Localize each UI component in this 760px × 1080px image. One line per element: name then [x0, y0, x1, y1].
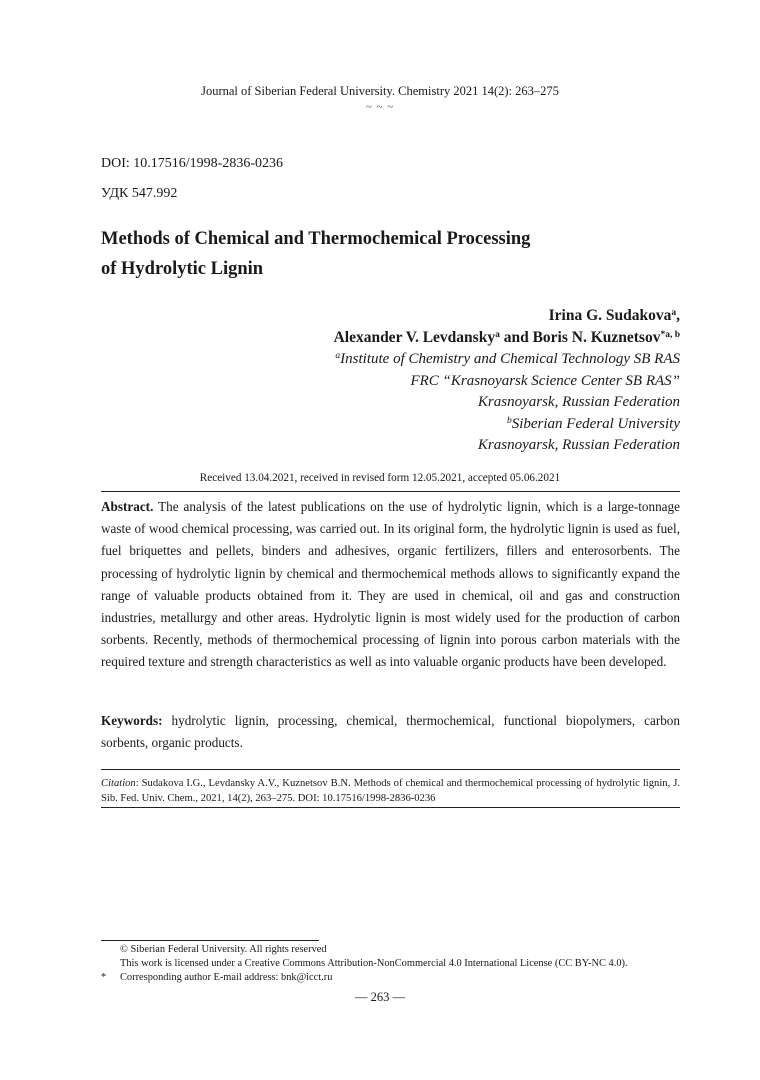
license-text: This work is licensed under a Creative Commons Attribution-NonCommercial 4.0 International License (CC BY-NC 4.0).: [120, 958, 628, 969]
author-separator: ,: [676, 307, 680, 324]
author-separator: and: [499, 329, 533, 346]
author-kuznetsov: Boris N. Kuznetsov: [532, 329, 661, 346]
author-kuznetsov-affil: *a, b: [660, 330, 680, 340]
asterisk-mark: *: [101, 972, 107, 983]
footnote-rule: [101, 940, 319, 941]
header-ornament: ~ ~ ~: [365, 101, 395, 113]
title-line-1: Methods of Chemical and Thermochemical Processing: [101, 229, 531, 249]
affiliation-b-mark: b: [506, 415, 512, 426]
author-sudakova-affil: a: [671, 308, 677, 318]
abstract-text: The analysis of the latest publications on the use of hydrolytic lignin, which is a large-tonnage waste of wood chemical processing, was carried out. In its original form, the hydrolytic lignin is used as fuel, fuel briquettes and pellets, binders and adhesives, organic fertilizers, fillers and enterosorbents. The processing of hydrolytic lignin by chemical and thermochemical methods allows to significantly expand the range of valuable products obtained from it. They are used in chemical, oil and gas and construction industries, metallurgy and other areas. Hydrolytic lignin is most widely used for the production of carbon sorbents. Recently, methods of thermochemical processing of lignin into porous carbon materials with the required texture and strength characteristics as well as into valuable organic products have been developed.: [101, 499, 680, 670]
abstract-top-rule: [101, 491, 680, 492]
page-number: — 263 —: [355, 990, 405, 1004]
citation-text: : Sudakova I.G., Levdansky A.V., Kuznetsov B.N. Methods of chemical and thermochemical processing of hydrolytic lignin, J. Sib. Fed. Univ. Chem., 2021, 14(2), 263–275. DOI: 10.17516/1998-2836-0236: [101, 778, 680, 804]
keywords-label: Keywords:: [101, 713, 163, 728]
author-sudakova: Irina G. Sudakova: [548, 307, 672, 324]
copyright-text: © Siberian Federal University. All rights reserved: [120, 944, 327, 955]
corresponding-email: Corresponding author E-mail address: bnk@icct.ru: [120, 972, 333, 983]
citation: [101, 776, 680, 806]
received-dates: Received 13.04.2021, received in revised form 12.05.2021, accepted 05.06.2021: [199, 472, 561, 484]
title-line-2: of Hydrolytic Lignin: [101, 259, 264, 279]
keywords-text: hydrolytic lignin, processing, chemical, thermochemical, functional biopolymers, carbon sorbents, organic products.: [101, 713, 680, 751]
udk-code: УДК 547.992: [101, 186, 178, 201]
doi: DOI: 10.17516/1998-2836-0236: [101, 156, 283, 171]
abstract-label: Abstract.: [101, 499, 154, 514]
affiliations: [335, 349, 680, 457]
author-levdansky-affil: a: [495, 330, 500, 340]
citation-label: Citation: [101, 778, 136, 789]
citation-top-rule: [101, 769, 680, 770]
affiliation-a-line-2: FRC “Krasnoyarsk Science Center SB RAS”: [410, 372, 680, 389]
abstract: [101, 496, 680, 674]
affiliation-a-mark: a: [335, 351, 341, 361]
author-line-2: [334, 327, 680, 349]
article-title: [101, 224, 661, 284]
journal-header: Journal of Siberian Federal University. Chemistry 2021 14(2): 263–275: [201, 84, 559, 98]
affiliation-a-line-1: [335, 349, 680, 371]
affiliation-b-line-2: Krasnoyarsk, Russian Federation: [477, 437, 680, 453]
affiliation-b-line-1: [335, 414, 680, 436]
keywords: [101, 710, 680, 754]
author-line-1: [334, 305, 680, 327]
affiliation-a-name: Institute of Chemistry and Chemical Technology SB RAS: [340, 351, 680, 367]
author-levdansky: Alexander V. Levdansky: [333, 329, 496, 346]
citation-bottom-rule: [101, 807, 680, 808]
affiliation-a-line-3: Krasnoyarsk, Russian Federation: [477, 394, 680, 410]
affiliation-b-name: Siberian Federal University: [511, 415, 680, 432]
author-list: [334, 305, 680, 349]
